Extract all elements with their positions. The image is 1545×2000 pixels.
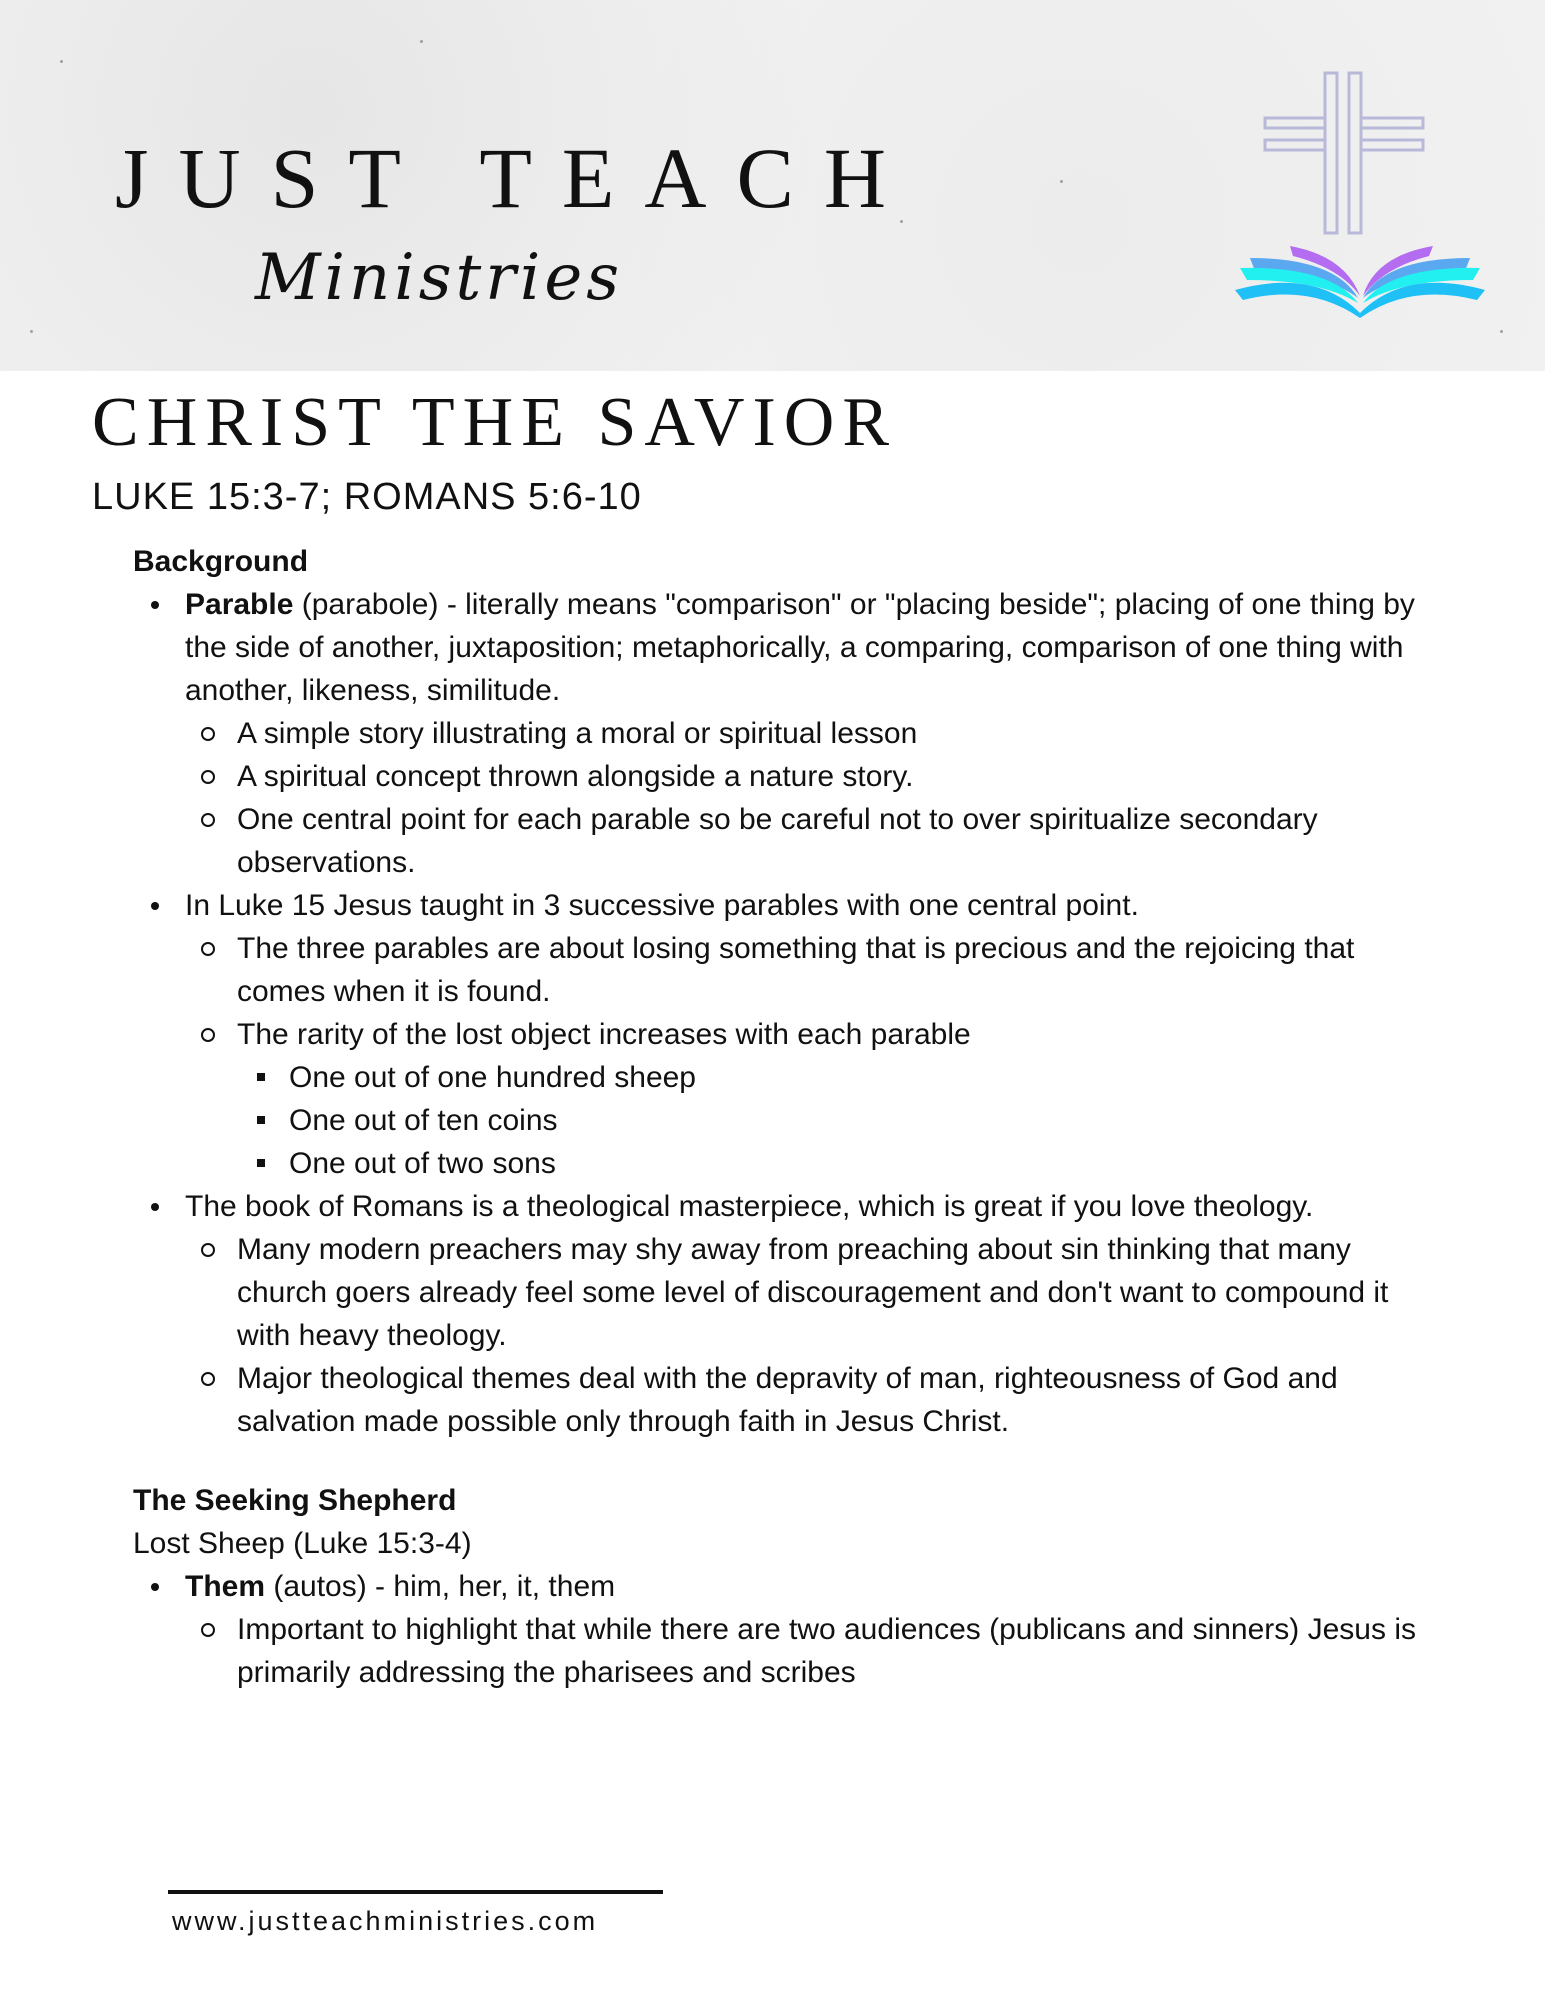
definition: (parabole) - literally means "comparison" or "placing beside"; placing of one thing by the side of another, juxtaposition; metaphorically, a comparing, comparison of one thing with another, likeness, similitude. bbox=[185, 588, 1415, 707]
list-item: Major theological themes deal with the depravity of man, righteousness of God and salvation made possible only through faith in Jesus Christ. bbox=[185, 1357, 1423, 1443]
list-item: One out of two sons bbox=[237, 1142, 1423, 1185]
section-heading-seeking-shepherd: The Seeking Shepherd bbox=[133, 1484, 457, 1517]
list-item: One out of one hundred sheep bbox=[237, 1056, 1423, 1099]
footer-url: www.justteachministries.com bbox=[172, 1906, 599, 1936]
term: Parable bbox=[185, 588, 294, 621]
speck bbox=[1500, 330, 1503, 333]
speck bbox=[420, 40, 423, 43]
section-heading-background: Background bbox=[133, 545, 309, 578]
list-item bbox=[133, 1565, 1423, 1694]
footer-divider bbox=[168, 1890, 663, 1894]
list-item: Important to highlight that while there are two audiences (publicans and sinners) Jesus is primarily addressing the pharisees and scribes bbox=[185, 1608, 1423, 1694]
list-item bbox=[133, 583, 1423, 884]
scripture-reference: LUKE 15:3-7; ROMANS 5:6-10 bbox=[92, 476, 642, 518]
list-item bbox=[133, 884, 1423, 1185]
list-item: Many modern preachers may shy away from preaching about sin thinking that many church goers already feel some level of discouragement and don't want to compound it with heavy theology. bbox=[185, 1228, 1423, 1357]
brand-script: Ministries bbox=[255, 241, 624, 315]
list-item: A simple story illustrating a moral or spiritual lesson bbox=[185, 712, 1423, 755]
page-header bbox=[0, 0, 1545, 371]
list-item: A spiritual concept thrown alongside a nature story. bbox=[185, 755, 1423, 798]
item-text: In Luke 15 Jesus taught in 3 successive parables with one central point. bbox=[185, 889, 1139, 922]
document-body bbox=[133, 540, 1423, 1694]
definition: (autos) - him, her, it, them bbox=[265, 1570, 616, 1603]
shepherd-list bbox=[133, 1565, 1423, 1694]
list-item: The three parables are about losing something that is precious and the rejoicing that comes when it is found. bbox=[185, 927, 1423, 1013]
page-title: CHRIST THE SAVIOR bbox=[92, 384, 898, 461]
item-text: The rarity of the lost object increases with each parable bbox=[237, 1018, 971, 1051]
section-subheading: Lost Sheep (Luke 15:3-4) bbox=[133, 1527, 472, 1560]
list-item bbox=[185, 1013, 1423, 1185]
speck bbox=[30, 330, 33, 333]
term: Them bbox=[185, 1570, 266, 1603]
brand-name: JUST TEACH bbox=[115, 130, 916, 226]
list-item: One central point for each parable so be careful not to over spiritualize secondary observations. bbox=[185, 798, 1423, 884]
list-item: One out of ten coins bbox=[237, 1099, 1423, 1142]
cross-bible-logo-icon bbox=[1215, 68, 1505, 328]
background-list bbox=[133, 583, 1423, 1443]
item-text: The book of Romans is a theological masterpiece, which is great if you love theology. bbox=[185, 1190, 1314, 1223]
list-item bbox=[133, 1185, 1423, 1443]
speck bbox=[1060, 180, 1063, 183]
speck bbox=[60, 60, 63, 63]
